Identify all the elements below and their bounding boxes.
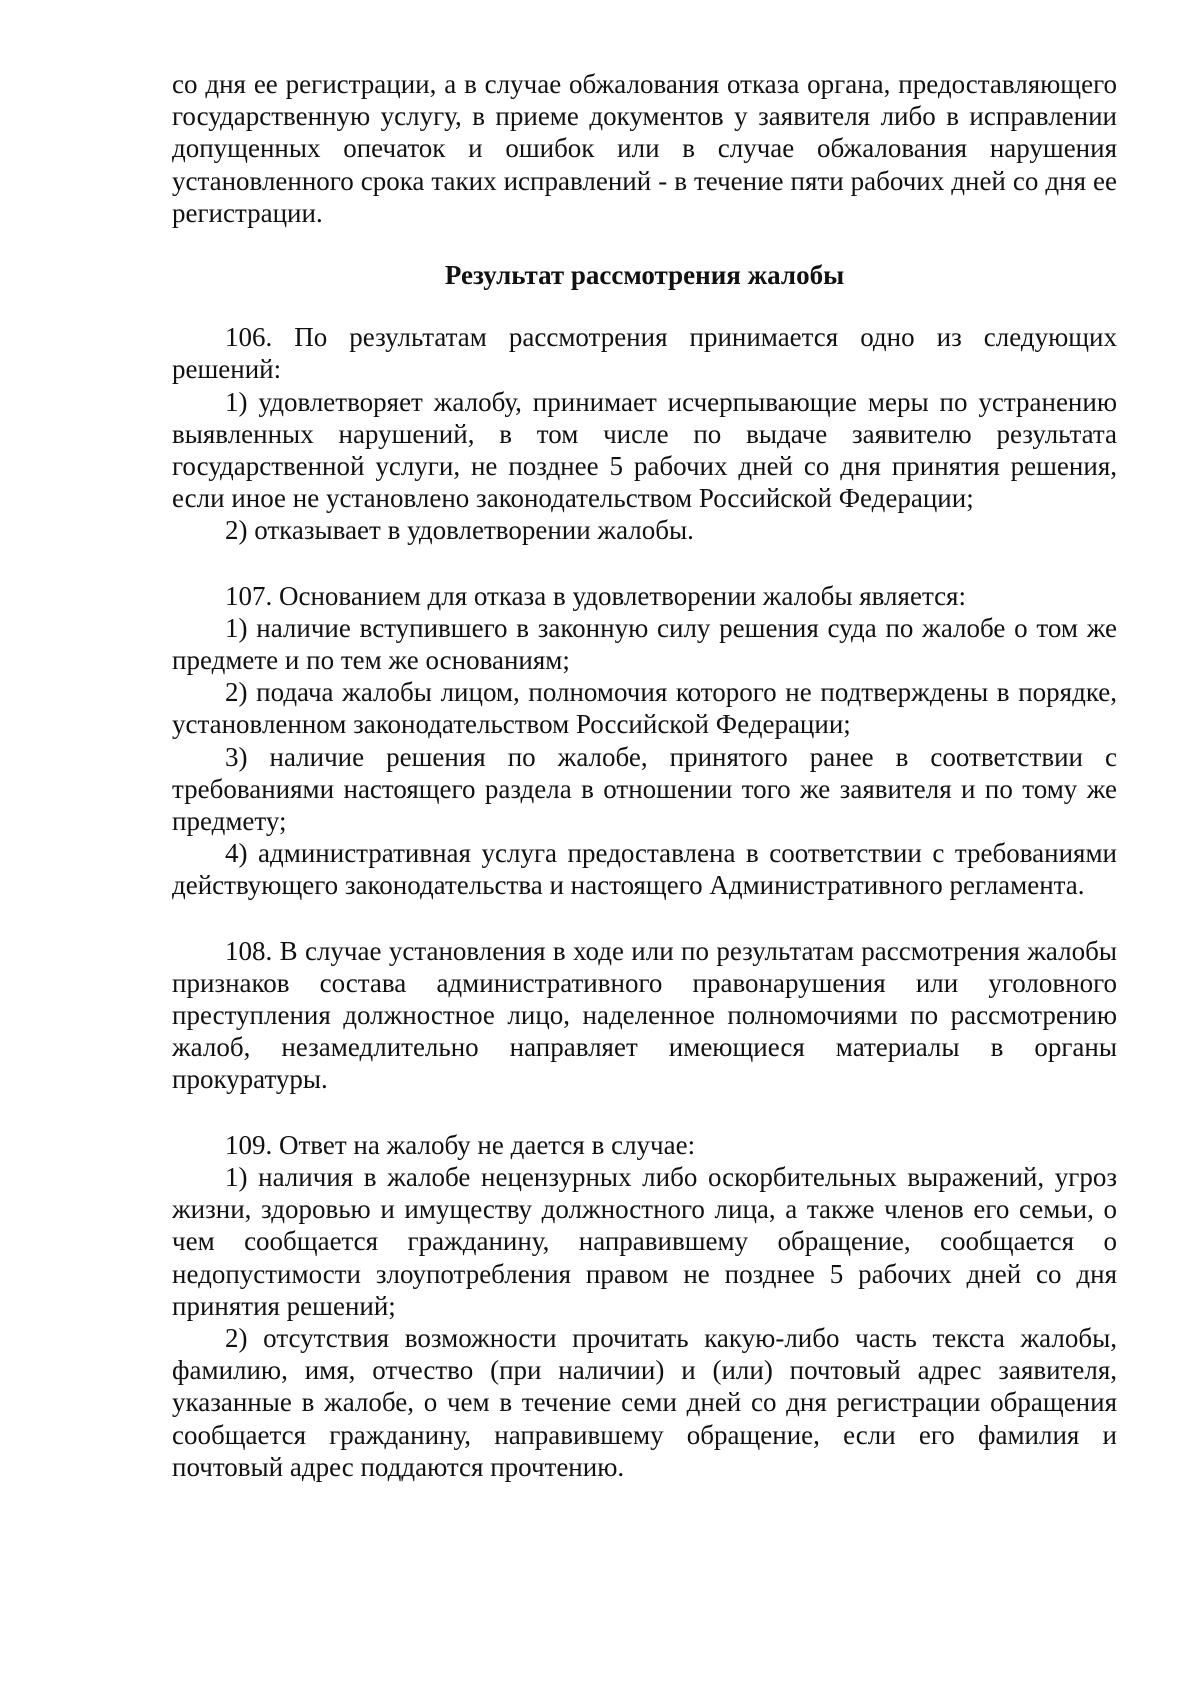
document-page xyxy=(172,68,1117,1483)
clause-108 xyxy=(172,935,1117,1096)
clause-109-item-2: 2) отсутствия возможности прочитать какую-либо часть текста жалобы, фамилию, имя, отчество (при наличии) и (или) почтовый адрес заявителя, указанные в жалобе, о чем в течение семи дней со дня регистрации обращения сообщается гражданину, направившему обращение, если его фамилия и почтовый адрес поддаются прочтению. xyxy=(172,1322,1117,1482)
section-heading: Результат рассмотрения жалобы xyxy=(444,260,845,291)
clause-107 xyxy=(172,580,1117,902)
clause-107-item-4: 4) административная услуга предоставлена в соответствии с требованиями действующего законодательства и настоящего Административного регламента. xyxy=(172,838,1117,901)
clause-106-item-2: 2) отказывает в удовлетворении жалобы. xyxy=(225,515,694,546)
clause-106-intro: 106. По результатам рассмотрения принимается одно из следующих решений: xyxy=(172,322,1117,385)
clause-106 xyxy=(172,321,1117,546)
clause-109-intro: 109. Ответ на жалобу не дается в случае: xyxy=(225,1129,696,1160)
continuation-paragraph: со дня ее регистрации, а в случае обжалования отказа органа, предоставляющего государственную услугу, в приеме документов у заявителя либо в исправлении допущенных опечаток и ошибок или в случае обжалования нарушения установленного срока таких исправлений - в течение пяти рабочих дней со дня ее регистрации. xyxy=(172,69,1117,228)
clause-107-item-3: 3) наличие решения по жалобе, принятого ранее в соответствии с требованиями настоящего раздела в отношении того же заявителя и по тому же предмету; xyxy=(172,741,1117,837)
clause-108-text: 108. В случае установления в ходе или по результатам рассмотрения жалобы признаков состава административного правонарушения или уголовного преступления должностное лицо, наделенное полномочиями по рассмотрению жалоб, незамедлительно направляет имеющиеся материалы в органы прокуратуры. xyxy=(172,935,1117,1095)
clause-109-item-1: 1) наличия в жалобе нецензурных либо оскорбительных выражений, угроз жизни, здоровью и имуществу должностного лица, а также членов его семьи, о чем сообщается гражданину, направившему обращение, сообщается о недопустимости злоупотребления правом не позднее 5 рабочих дней со дня принятия решений; xyxy=(172,1161,1117,1321)
clause-106-item-1: 1) удовлетворяет жалобу, принимает исчерпывающие меры по устранению выявленных нарушений, в том числе по выдаче заявителю результата государственной услуги, не позднее 5 рабочих дней со дня принятия решения, если иное не установлено законодательством Российской Федерации; xyxy=(172,386,1117,514)
clause-107-intro: 107. Основанием для отказа в удовлетворении жалобы является: xyxy=(225,580,966,611)
clause-107-item-2: 2) подача жалобы лицом, полномочия которого не подтверждены в порядке, установленном законодательством Российской Федерации; xyxy=(172,677,1117,740)
clause-109 xyxy=(172,1129,1117,1483)
clause-107-item-1: 1) наличие вступившего в законную силу решения суда по жалобе о том же предмете и по тем же основаниям; xyxy=(172,612,1117,676)
